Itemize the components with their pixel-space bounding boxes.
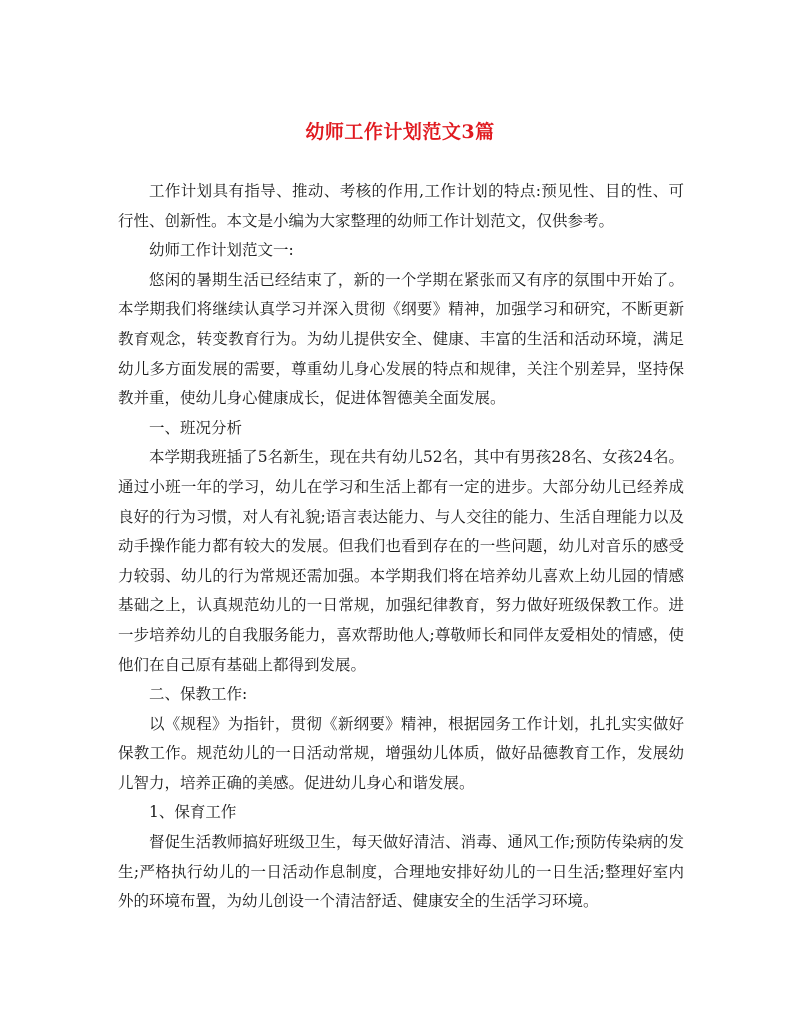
section-heading-class-analysis: 一、班况分析 <box>149 418 243 437</box>
document-body <box>118 177 684 917</box>
paragraph-care-work: 督促生活教师搞好班级卫生，每天做好清洁、消毒、通风工作;预防传染病的发生;严格执行幼儿的一日活动作息制度，合理地安排好幼儿的一日生活;整理好室内外的环境布置，为幼儿创设一个清洁舒适、健康安全的生活学习环境。 <box>118 833 684 911</box>
subsection-heading-care-work: 1、保育工作 <box>149 803 237 822</box>
paragraph-intro: 工作计划具有指导、推动、考核的作用,工作计划的特点:预见性、目的性、可行性、创新性。本文是小编为大家整理的幼师工作计划范文，仅供参考。 <box>118 182 684 230</box>
document-title: 幼师工作计划范文3篇 <box>305 121 495 143</box>
paragraph-care-education: 以《规程》为指针，贯彻《新纲要》精神，根据园务工作计划，扎扎实实做好保教工作。规范幼儿的一日活动常规，增强幼儿体质，做好品德教育工作，发展幼儿智力，培养正确的美感。促进幼儿身心和谐发展。 <box>118 714 684 792</box>
paragraph-class-analysis: 本学期我班插了5名新生，现在共有幼儿52名，其中有男孩28名、女孩24名。通过小班一年的学习，幼儿在学习和生活上都有一定的进步。大部分幼儿已经养成良好的行为习惯，对人有礼貌;语言表达能力、与人交往的能力、生活自理能力以及动手操作能力都有较大的发展。但我们也看到存在的一些问题，幼儿对音乐的感受力较弱、幼儿的行为常规还需加强。本学期我们将在培养幼儿喜欢上幼儿园的情感基础之上，认真规范幼儿的一日常规，加强纪律教育，努力做好班级保教工作。进一步培养幼儿的自我服务能力，喜欢帮助他人;尊敬师长和同伴友爱相处的情感，使他们在自己原有基础上都得到发展。 <box>118 448 684 674</box>
paragraph-heading-sample-one: 幼师工作计划范文一: <box>149 241 294 260</box>
paragraph-opening: 悠闲的暑期生活已经结束了，新的一个学期在紧张而又有序的氛围中开始了。本学期我们将继续认真学习并深入贯彻《纲要》精神，加强学习和研究，不断更新教育观念，转变教育行为。为幼儿提供安全、健康、丰富的生活和活动环境，满足幼儿多方面发展的需要，尊重幼儿身心发展的特点和规律，关注个别差异，坚持保教并重，使幼儿身心健康成长，促进体智德美全面发展。 <box>118 270 684 408</box>
section-heading-care-education: 二、保教工作: <box>149 685 248 704</box>
